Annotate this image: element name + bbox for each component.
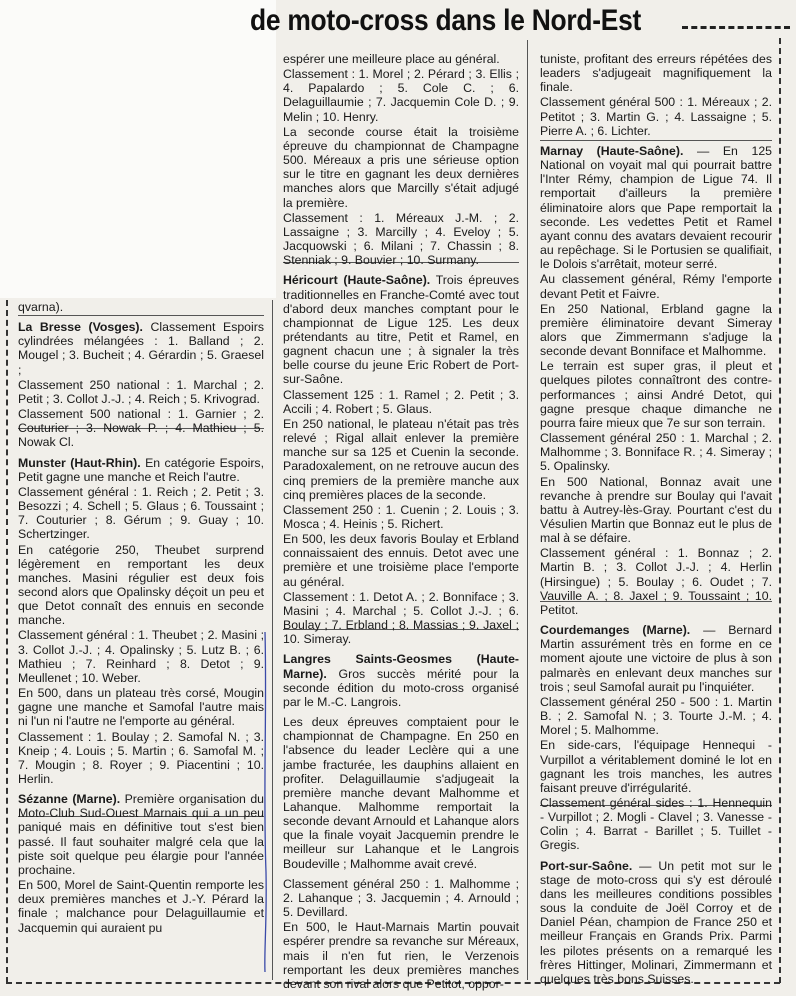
venue-heading: Port-sur-Saône. [540, 858, 633, 873]
venue-heading: Sézanne (Marne). [18, 792, 121, 807]
blank-margin [0, 0, 276, 298]
paragraph-text: En 250 national, le plateau n'était pas très relevé ; Rigal allait enlever la première manche sur sa 125 et Cuenin la seconde. Paradoxalement, on ne retrouve aucun des cinq premiers de la première manche aux cinq premières places de la seconde. [283, 416, 519, 502]
article-paragraph [18, 730, 264, 787]
column-divider [272, 300, 273, 980]
paragraph-text: Classement : 1. Méreaux J.-M. ; 2. Lassaigne ; 3. Marcilly ; 4. Eveloy ; 5. Jacquowski ; 6. Milani ; 7. Chassin ; 8. Stenniak ; 9. Bouvier ; 10. Surmany. [283, 210, 519, 268]
article-paragraph [540, 796, 772, 853]
bleed-through-text [776, 300, 796, 980]
paragraph-text: Classement 500 national : 1. Garnier ; 2. Couturier ; 3. Nowak P. ; 4. Mathieu ; 5. Nowak Cl. [18, 407, 264, 450]
article-paragraph [18, 456, 264, 484]
cut-line-left [6, 300, 8, 983]
venue-heading: La Bresse (Vosges). [18, 320, 143, 335]
paragraph-text: Au classement général, Rémy l'emporte devant Petit et Faivre. [540, 272, 772, 301]
article-paragraph [283, 715, 519, 871]
article-paragraph [283, 211, 519, 268]
article-paragraph [540, 272, 772, 300]
paragraph-text: En 500, dans un plateau très corsé, Mougin gagne une manche et Samofal l'autre mais ni l'un ni l'autre ne l'emporte au général. [18, 686, 264, 729]
venue-heading: Courdemanges (Marne). [540, 623, 691, 638]
column-1 [18, 300, 264, 936]
paragraph-text: En 500, les deux favoris Boulay et Erbland connaissaient des ennuis. Detot avec une première et une troisième place l'emporte au général. [283, 532, 519, 589]
paragraph-text: Gros succès mérité pour la seconde édition du moto-cross organisé par le M.-C. Langrois. [283, 666, 519, 709]
article-paragraph [283, 532, 519, 589]
paragraph-text: Classement général sides : 1. Hennequin - Vurpillot ; 2. Mogli - Clavel ; 3. Vanesse - Colin ; 4. Barrat - Barillet ; 5. Tuillet - Gregis. [540, 795, 772, 853]
article-paragraph [283, 273, 519, 386]
paragraph-text: Première organisation du Moto-Club Sud-Ouest Marnais qui a un peu paniqué mais en définitive tout s'est bien passé. Il faut souhaiter malgré cela que la piste soit quelque peu élargie pour l'année prochaine. [18, 792, 264, 877]
paragraph-text: Le terrain est super gras, il pleut et quelques pilotes connaîtront des contre-performances ; ainsi André Detot, qui gagne presque chaque dimanche ne pourra faire mieux que 7e sur son terrain. [540, 359, 772, 430]
article-paragraph [540, 52, 772, 94]
paragraph-text: Classement : 1. Detot A. ; 2. Bonniface ; 3. Masini ; 4. Marchal ; 5. Collot J.-J. ; 6. Boulay ; 7. Erbland ; 8. Massias ; 9. Jaxel ; 10. Simeray. [283, 589, 519, 647]
article-paragraph [283, 590, 519, 647]
article-paragraph [18, 543, 264, 628]
article-paragraph [18, 878, 264, 935]
paragraph-text: Classement général : 1. Reich ; 2. Petit ; 3. Besozzi ; 4. Schell ; 5. Glaus ; 6. Toussaint ; 7. Couturier ; 8. Gérum ; 9. Guay ; 10. Schertzinger. [18, 484, 264, 542]
article-paragraph [540, 695, 772, 737]
column-3 [540, 52, 772, 987]
article-paragraph [283, 125, 519, 210]
article-paragraph [540, 859, 772, 986]
paragraph-text: Classement 250 : 1. Cuenin ; 2. Louis ; 3. Mosca ; 4. Heinis ; 5. Richert. [283, 502, 519, 531]
paragraph-text: Les deux épreuves comptaient pour le championnat de Champagne. En 250 en l'absence du leader Leclère qui a une jambe fracturée, les dauphins allaient en profiter. Delaguillaumie s'adjugeait la première manche devant Malhomme et Lahanque. Malhomme remportait la seconde devant Arnould et Lahanque alors que la finale voyait Jacquemin prendre le meilleur sur Lahanque et le Langrois Boudeville ; Malhomme avait crevé. [283, 715, 519, 871]
paragraph-text: Classement général 250 : 1. Marchal ; 2. Malhomme ; 3. Bonniface R. ; 4. Simeray ; 5. Opalinsky. [540, 431, 772, 474]
article-paragraph [283, 388, 519, 416]
article-paragraph [283, 417, 519, 502]
paragraph-text: En 500, Morel de Saint-Quentin remporte les deux premières manches et J.-Y. Pérard la finale ; malchance pour Delaguillaumie et Jacquemin qui auraient pu [18, 878, 264, 935]
paragraph-text: — Un petit mot sur le stage de moto-cross qui s'y est déroulé dans les meilleures conditions possibles sous la conduite de Joël Corroy et de Daniel Péan, champion de France 250 et meilleur Français en Grands Prix. Parmi les pilotes présents on a remarqué les frères Hittinger, Molinari, Zimmermann et quelques très bons Suisses. [540, 858, 772, 986]
paragraph-text: tuniste, profitant des erreurs répétées des leaders s'adjugeait magnifiquement la finale. [540, 52, 772, 95]
article-paragraph [540, 431, 772, 473]
paragraph-text: Classement général 500 : 1. Méreaux ; 2. Petitot ; 3. Martin G. ; 4. Lassaigne ; 5. Pierre A. ; 6. Lichter. [540, 95, 772, 138]
article-paragraph [18, 628, 264, 685]
paragraph-text: En 250 National, Erbland gagne la première éliminatoire devant Simeray alors que Zimmermann s'adjuge la seconde devant Bonniface et Malhomme. [540, 301, 772, 359]
paragraph-text: Classement général : 1. Bonnaz ; 2. Martin B. ; 3. Collot J.-J. ; 4. Herlin (Hirsingue) ; 5. Boulay ; 6. Oudet ; 7. Vauville A. ; 8. Jaxel ; 9. Toussaint ; 10. Petitot. [540, 546, 772, 617]
paragraph-text: Classement général 250 - 500 : 1. Martin B. ; 2. Samofal N. ; 3. Tourte J.-M. ; 4. Morel ; 5. Malhomme. [540, 694, 772, 738]
article-paragraph [540, 302, 772, 359]
paragraph-text: qvarna). [18, 300, 64, 314]
venue-heading: Héricourt (Haute-Saône). [283, 273, 431, 288]
paragraph-text: — Bernard Martin assurément très en forme en ce moment ajoute une victoire de plus à son palmarès en enlevant deux manches sur trois ; seul Samofal aurait pu l'inquiéter. [540, 623, 772, 694]
column-2 [283, 52, 519, 992]
article-paragraph [18, 300, 264, 314]
paragraph-text: Trois épreuves traditionnelles en Franche-Comté avec tout d'abord deux manches comptant pour le championnat de Ligue 125. Les deux prétendants au titre, Petit et Ramel, en gagnent chacun une ; à signaler la très belle course du jeune Eric Robert de Port-sur-Saône. [283, 273, 519, 387]
venue-heading: Munster (Haut-Rhin). [18, 455, 141, 470]
article-paragraph [540, 475, 772, 546]
article-paragraph [283, 920, 519, 991]
article-paragraph [18, 485, 264, 542]
article-paragraph [283, 67, 519, 124]
paragraph-text: Classement 250 national : 1. Marchal ; 2. Petit ; 3. Collot J.-J. ; 4. Reich ; 5. Krivograd. [18, 377, 264, 406]
paragraph-text: En 500, le Haut-Marnais Martin pouvait espérer prendre sa revanche sur Méreaux, mais il n'en fut rien, le Verzenois remportant les deux premières manches devant son rival alors que Petitot, oppor- [283, 920, 519, 991]
article-paragraph [540, 623, 772, 694]
paragraph-text: — En 125 National on voyait mal qui pourrait battre l'Inter Rémy, champion de Ligue 74. Il remportait d'ailleurs la première éliminatoire alors que Pape remportait la seconde. Les vedettes Petit et Ramel ayant connu des avatars devaient recourir au repêchage. Si le Portusien se qualifiait, le Dolois s'arrêtait, moteur serré. [540, 143, 772, 272]
paragraph-text: En 500 National, Bonnaz avait une revanche à prendre sur Boulay qui l'avait battu à Autrey-lès-Gray. Pourtant c'est du Vésulien Martin que Bonnaz eut le plus de mal à se défaire. [540, 474, 772, 546]
article-paragraph [540, 359, 772, 430]
paragraph-text: Classement : 1. Boulay ; 2. Samofal N. ; 3. Kneip ; 4. Louis ; 5. Martin ; 6. Samofal M. ; 7. Mougin ; 8. Royer ; 9. Piacentini ; 10. Herlin. [18, 729, 264, 786]
article-paragraph [540, 546, 772, 617]
paragraph-text: Classement Espoirs cylindrées mélangées : 1. Balland ; 2. Mougel ; 3. Bucheit ; 4. Gérardin ; 5. Graesel ; [18, 320, 264, 377]
venue-heading: Marnay (Haute-Saône). [540, 143, 684, 158]
paragraph-text: La seconde course était la troisième épreuve du championnat de Champagne 500. Méreaux a pris une sérieuse option sur le titre en gagnant les deux dernières manches alors que Marcilly s'était adjugé la première. [283, 124, 519, 210]
paragraph-text: En catégorie 250, Theubet surprend légèrement en remportant les deux manches. Masini régulier est deux fois second alors que Opalinsky déçoit un peu et que Detot connaît des ennuis en seconde manche. [18, 542, 264, 628]
paragraph-text: Classement : 1. Morel ; 2. Pérard ; 3. Ellis ; 4. Papalardo ; 5. Cole C. ; 6. Delaguillaumie ; 7. Jacquemin Cole D. ; 9. Melin ; 10. Henry. [283, 67, 519, 124]
article-paragraph [283, 52, 519, 66]
paragraph-text: Classement 125 : 1. Ramel ; 2. Petit ; 3. Accili ; 4. Robert ; 5. Glaus. [283, 387, 519, 416]
article-paragraph [540, 144, 772, 271]
article-paragraph [283, 503, 519, 531]
paragraph-text: En side-cars, l'équipage Hennequi - Vurpillot a véritablement dominé le lot en gagnant les trois manches, les autres faisant preuve d'irrégularité. [540, 738, 772, 795]
article-paragraph [283, 877, 519, 919]
paragraph-text: Classement général 250 : 1. Malhomme ; 2. Lahanque ; 3. Jacquemin ; 4. Arnould ; 5. Devillard. [283, 876, 519, 920]
headline-cut-line [682, 26, 790, 29]
article-paragraph [18, 320, 264, 377]
article-paragraph [18, 378, 264, 406]
paragraph-text: Classement général : 1. Theubet ; 2. Masini ; 3. Collot J.-J. ; 4. Opalinsky ; 5. Lutz B. ; 6. Mathieu ; 7. Reinhard ; 8. Detot ; 9. Meullenet ; 10. Weber. [18, 628, 264, 685]
article-paragraph [18, 792, 264, 877]
article-paragraph [540, 738, 772, 795]
headline: de moto-cross dans le Nord-Est [250, 4, 642, 37]
paragraph-text: espérer une meilleure place au général. [283, 52, 500, 66]
column-divider [527, 40, 528, 980]
article-paragraph [18, 407, 264, 449]
paragraph-text: En catégorie Espoirs, Petit gagne une manche et Reich l'autre. [18, 455, 264, 484]
article-paragraph [540, 95, 772, 137]
article-paragraph [18, 686, 264, 728]
article-paragraph [283, 652, 519, 709]
venue-heading: Langres Saints-Geosmes (Haute-Marne). [283, 652, 519, 681]
